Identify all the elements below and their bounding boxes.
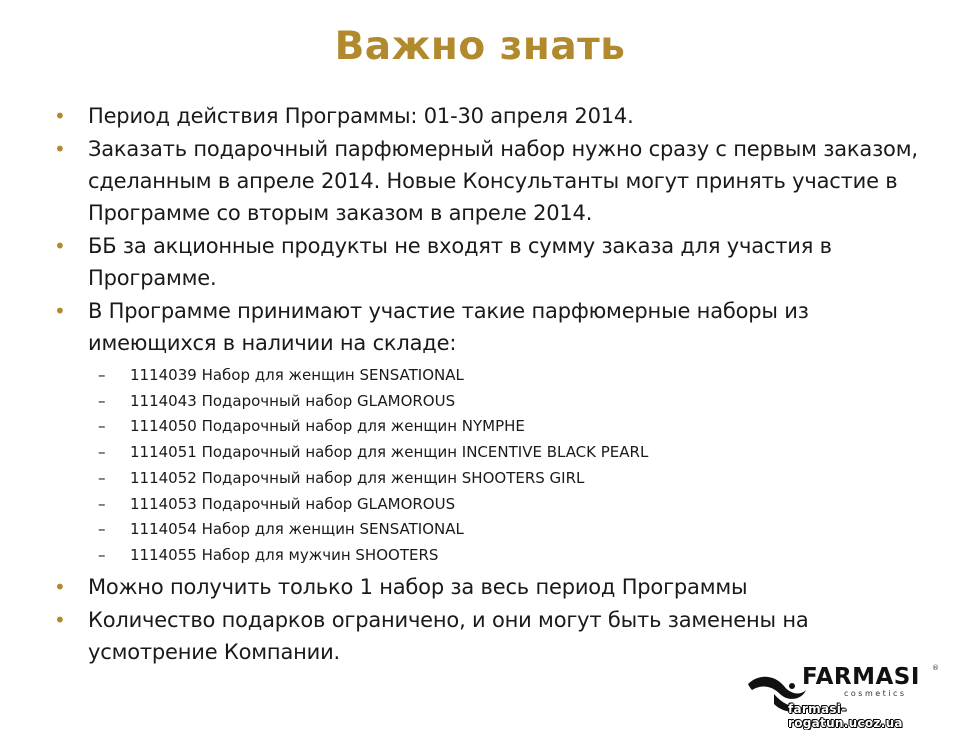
product-text: 1114043 Подарочный набор GLAMOROUS (130, 391, 456, 410)
product-list (54, 363, 934, 569)
bullet-dot-icon: • (54, 299, 66, 323)
bullet-dot-icon: • (54, 574, 66, 599)
product-item (54, 440, 934, 466)
bullet-dot-icon: • (54, 137, 66, 161)
product-text: 1114053 Подарочный набор GLAMOROUS (130, 494, 456, 513)
dash-icon: – (98, 366, 106, 384)
bullet-dot-icon: • (54, 607, 66, 632)
bullet-text: Количество подарков ограничено, и они могут быть заменены на усмотрение Компании. (88, 607, 809, 664)
dash-icon: – (98, 417, 106, 436)
product-item (54, 414, 934, 440)
product-text: 1114051 Подарочный набор для женщин INCENTIVE BLACK PEARL (130, 443, 649, 462)
product-text: 1114050 Подарочный набор для женщин NYMPHE (130, 417, 525, 436)
bullet-item (54, 230, 934, 294)
bullet-dot-icon: • (54, 234, 66, 258)
bullet-item (54, 571, 934, 603)
bullet-text: Заказать подарочный парфюмерный набор нужно сразу с первым заказом, сделанным в апреле 2014. Новые Консультанты могут принять участие в Программе со вторым заказом в апреле 2014. (88, 137, 918, 225)
dash-icon: – (98, 545, 106, 564)
product-text: 1114052 Подарочный набор для женщин SHOOTERS GIRL (130, 468, 585, 487)
site-watermark: farmasi-rogatun.ucoz.ua (788, 702, 903, 730)
dash-icon: – (98, 468, 106, 487)
product-item (54, 466, 934, 492)
registered-mark: ® (932, 664, 939, 672)
product-text: 1114054 Набор для женщин SENSATIONAL (130, 520, 464, 539)
product-item (54, 517, 934, 543)
bullet-dot-icon: • (54, 104, 66, 128)
product-text: 1114055 Набор для мужчин SHOOTERS (130, 545, 439, 564)
dash-icon: – (98, 520, 106, 539)
slide-title: Важно знать (334, 24, 626, 69)
dash-icon: – (98, 443, 106, 462)
bullet-text: В Программе принимают участие такие парфюмерные наборы из имеющихся в наличии на складе: (88, 299, 809, 355)
bullet-text: Можно получить только 1 набор за весь период Программы (88, 574, 748, 599)
product-item (54, 543, 934, 569)
logo-tagline: cosmetics (844, 689, 907, 698)
bullet-text: Период действия Программы: 01-30 апреля 2014. (88, 104, 634, 128)
bullet-item (54, 100, 934, 132)
product-item (54, 389, 934, 415)
product-item (54, 492, 934, 518)
bullet-item (54, 604, 934, 668)
logo-brand: FARMASI (802, 664, 920, 690)
dash-icon: – (98, 494, 106, 513)
bullet-item (54, 133, 934, 229)
product-item (54, 363, 934, 389)
dash-icon: – (98, 391, 106, 410)
bullet-list (54, 100, 934, 669)
product-text: 1114039 Набор для женщин SENSATIONAL (130, 366, 464, 384)
bullet-item (54, 295, 934, 359)
bullet-text: ББ за акционные продукты не входят в сумму заказа для участия в Программе. (88, 234, 832, 290)
